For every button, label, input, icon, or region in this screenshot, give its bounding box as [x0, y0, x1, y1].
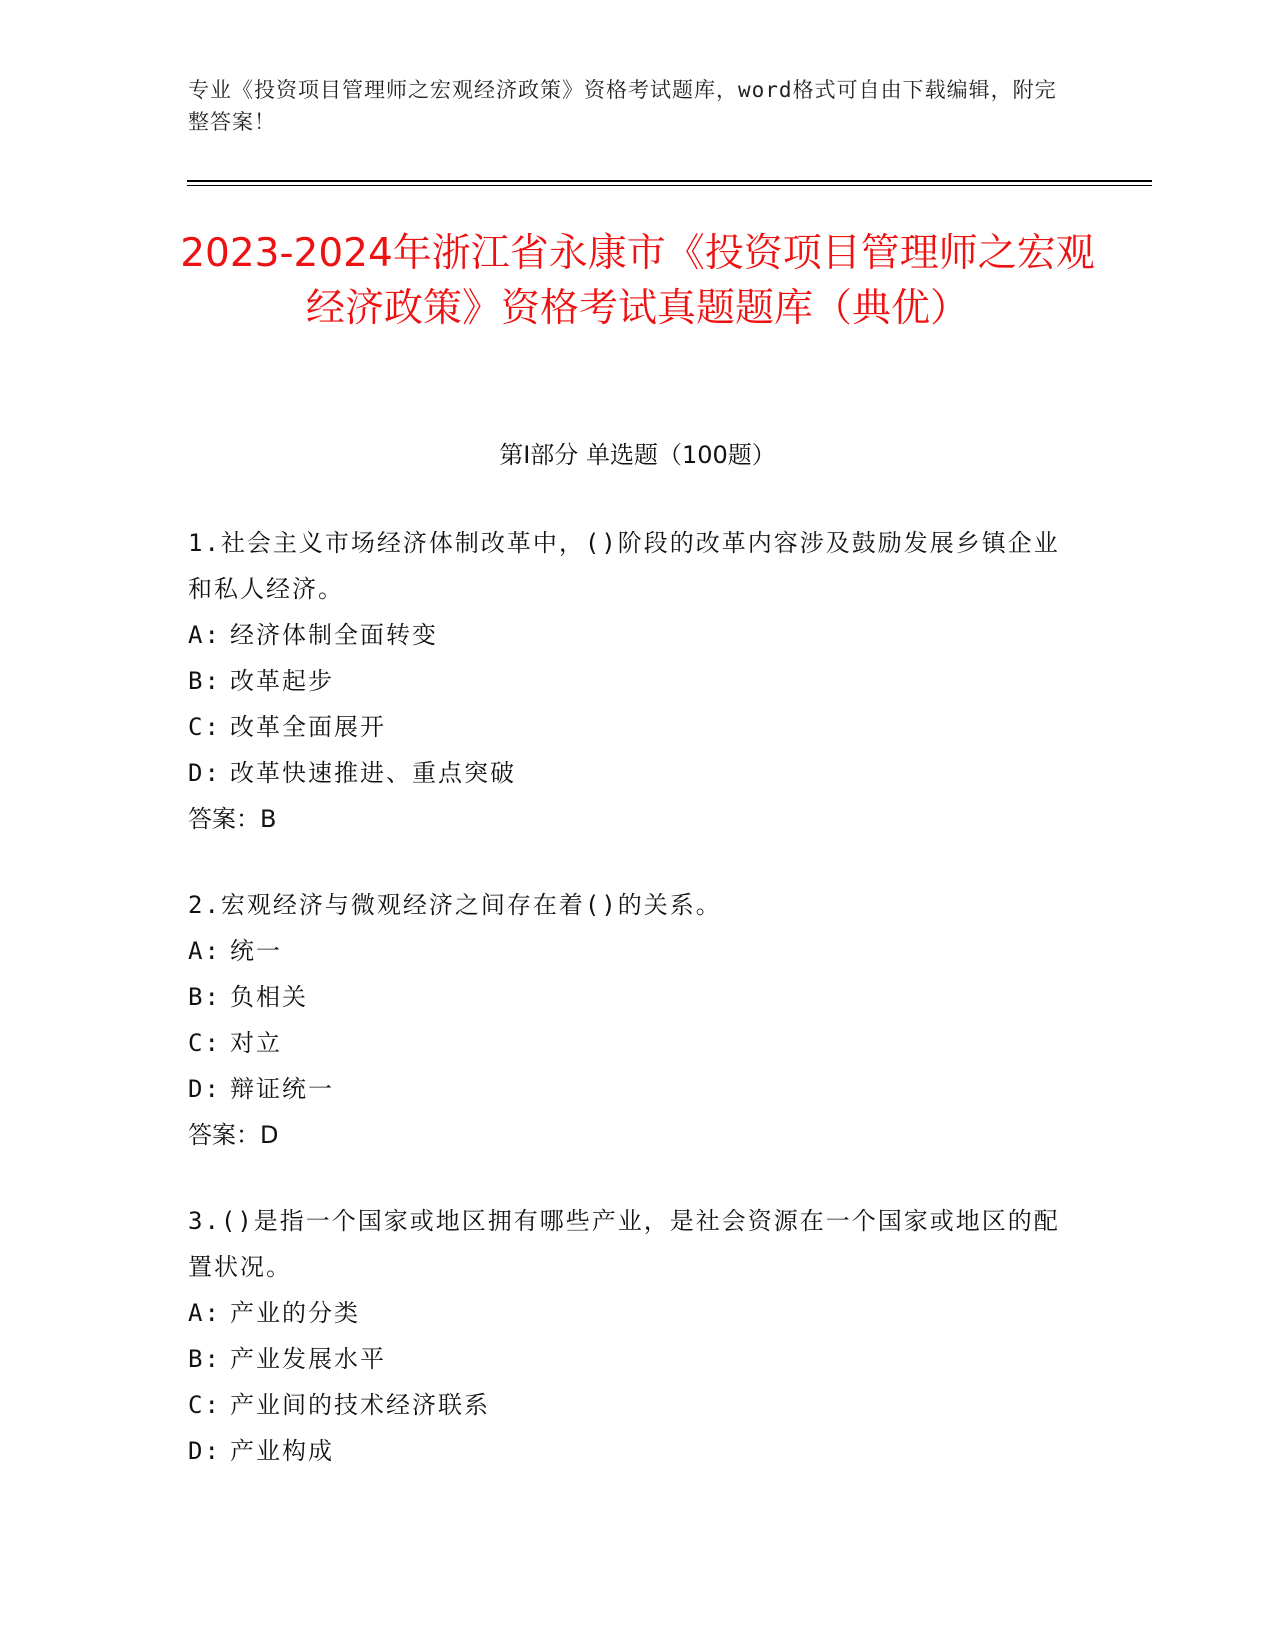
option-text: 改革全面展开 — [230, 713, 386, 741]
option-c — [188, 704, 1068, 750]
option-letter: D: — [188, 1075, 221, 1103]
option-text: 负相关 — [230, 983, 308, 1011]
option-letter: A: — [188, 937, 221, 965]
option-b — [188, 974, 1068, 1020]
answer-line: 答案：D — [188, 1121, 279, 1149]
option-letter: B: — [188, 1345, 221, 1373]
question-stem: 1.社会主义市场经济体制改革中，()阶段的改革内容涉及鼓励发展乡镇企业和私人经济。 — [188, 529, 1060, 603]
option-text: 经济体制全面转变 — [230, 621, 438, 649]
question-1 — [188, 520, 1068, 842]
option-d — [188, 1066, 1068, 1112]
option-c — [188, 1020, 1068, 1066]
option-b — [188, 1336, 1068, 1382]
option-letter: C: — [188, 713, 221, 741]
option-text: 产业构成 — [230, 1437, 334, 1465]
option-a — [188, 612, 1068, 658]
option-text: 统一 — [230, 937, 282, 965]
header-divider-thick — [187, 180, 1152, 182]
section-heading: 第Ⅰ部分 单选题（100题） — [499, 441, 776, 469]
option-text: 产业的分类 — [230, 1299, 360, 1327]
option-letter: A: — [188, 1299, 221, 1327]
question-2 — [188, 882, 1068, 1158]
header-divider-thin — [187, 185, 1152, 186]
option-text: 改革快速推进、重点突破 — [230, 759, 516, 787]
header-note: 专业《投资项目管理师之宏观经济政策》资格考试题库，word格式可自由下载编辑，附完整答案！ — [188, 78, 1057, 134]
option-letter: B: — [188, 983, 221, 1011]
option-letter: B: — [188, 667, 221, 695]
option-text: 产业间的技术经济联系 — [230, 1391, 490, 1419]
option-a — [188, 928, 1068, 974]
question-stem: 2.宏观经济与微观经济之间存在着()的关系。 — [188, 891, 722, 919]
option-letter: D: — [188, 759, 221, 787]
option-letter: D: — [188, 1437, 221, 1465]
option-c — [188, 1382, 1068, 1428]
option-d — [188, 1428, 1068, 1474]
question-stem: 3.()是指一个国家或地区拥有哪些产业，是社会资源在一个国家或地区的配置状况。 — [188, 1207, 1060, 1281]
option-text: 改革起步 — [230, 667, 334, 695]
option-text: 产业发展水平 — [230, 1345, 386, 1373]
option-d — [188, 750, 1068, 796]
option-text: 辩证统一 — [230, 1075, 334, 1103]
option-letter: C: — [188, 1391, 221, 1419]
option-text: 对立 — [230, 1029, 282, 1057]
option-b — [188, 658, 1068, 704]
question-list — [188, 520, 1068, 1514]
answer-line: 答案：B — [188, 805, 277, 833]
option-a — [188, 1290, 1068, 1336]
question-3 — [188, 1198, 1068, 1474]
option-letter: A: — [188, 621, 221, 649]
document-title: 2023-2024年浙江省永康市《投资项目管理师之宏观经济政策》资格考试真题题库（典优） — [180, 231, 1095, 331]
option-letter: C: — [188, 1029, 221, 1057]
